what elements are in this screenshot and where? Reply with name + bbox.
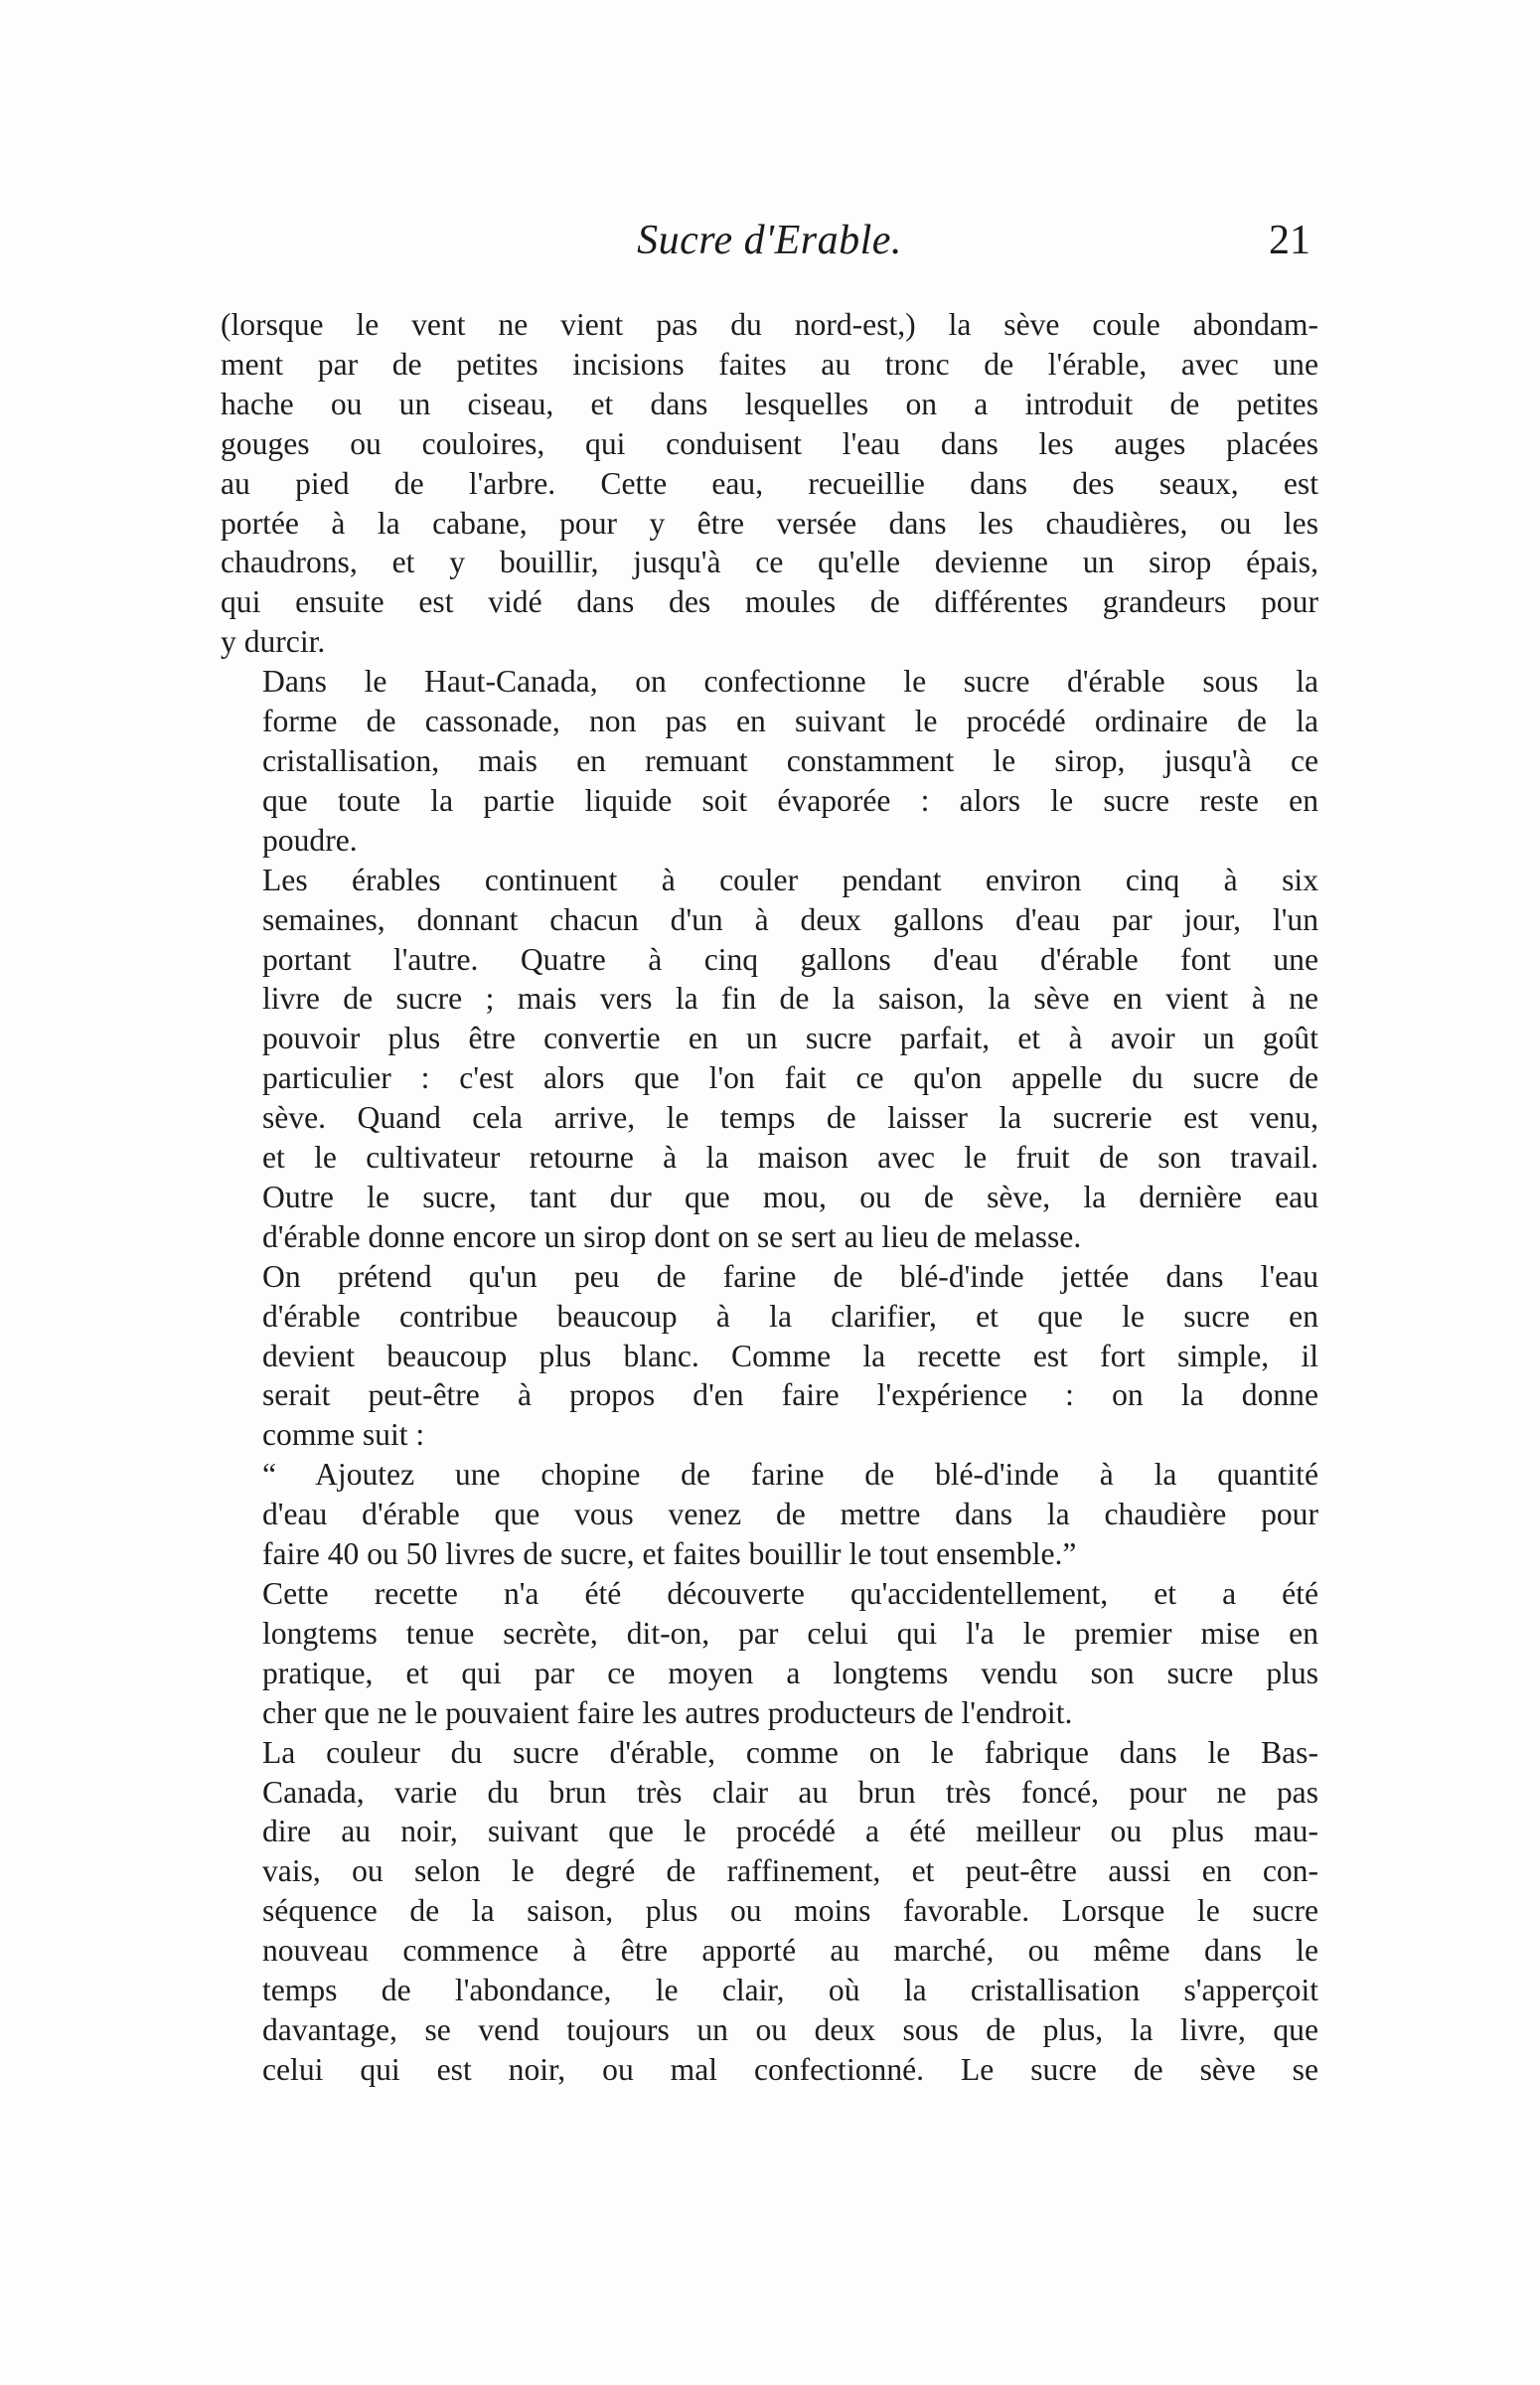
text-line: Dans le Haut-Canada, on confectionne le sucre d'érable sous la — [262, 664, 1318, 700]
text-line: (lorsque le vent ne vient pas du nord-est,) la sève coule abondam- — [221, 307, 1318, 342]
text-line: celui qui est noir, ou mal confectionné. Le sucre de sève se — [262, 2051, 1318, 2087]
paragraph-2 — [221, 662, 1318, 861]
text-line: semaines, donnant chacun d'un à deux gallons d'eau par jour, l'un — [262, 901, 1318, 937]
paragraph-4 — [221, 1257, 1318, 1456]
text-line: chaudrons, et y bouillir, jusqu'à ce qu'elle devienne un sirop épais, — [221, 545, 1318, 580]
text-line: forme de cassonade, non pas en suivant le procédé ordinaire de la — [262, 704, 1318, 739]
text-line: portée à la cabane, pour y être versée dans les chaudières, ou les — [221, 505, 1318, 541]
text-line: Cette recette n'a été découverte qu'accidentellement, et a été — [262, 1576, 1318, 1611]
paragraph-7 — [221, 1733, 1318, 2090]
text-line: gouges ou couloires, qui conduisent l'eau dans les auges placées — [221, 425, 1318, 461]
text-line: poudre. — [262, 822, 358, 858]
running-head — [221, 217, 1318, 276]
body-text — [221, 305, 1318, 2090]
running-title: Sucre d'Erable. — [637, 218, 902, 263]
text-line: temps de l'abondance, le clair, où la cristallisation s'apperçoit — [262, 1973, 1318, 2008]
text-line: y durcir. — [221, 624, 326, 660]
page-number: 21 — [1269, 218, 1310, 263]
text-line: longtems tenue secrète, dit-on, par celui qui l'a le premier mise en — [262, 1615, 1318, 1651]
text-line: et le cultivateur retourne à la maison avec le fruit de son travail. — [262, 1140, 1318, 1176]
text-line: dire au noir, suivant que le procédé a été meilleur ou plus mau- — [262, 1814, 1318, 1849]
text-line: vais, ou selon le degré de raffinement, et peut-être aussi en con- — [262, 1853, 1318, 1889]
text-line: faire 40 ou 50 livres de sucre, et faites bouillir le tout ensemble.” — [262, 1536, 1077, 1572]
text-line: hache ou un ciseau, et dans lesquelles on a introduit de petites — [221, 386, 1318, 421]
text-line: d'érable contribue beaucoup à la clarifier, et que le sucre en — [262, 1298, 1318, 1334]
text-line: devient beaucoup plus blanc. Comme la recette est fort simple, il — [262, 1338, 1318, 1373]
paragraph-6 — [221, 1574, 1318, 1733]
text-line: d'érable donne encore un sirop dont on se sert au lieu de melasse. — [262, 1218, 1082, 1254]
paragraph-1 — [221, 305, 1318, 662]
text-line: pratique, et qui par ce moyen a longtems vendu son sucre plus — [262, 1655, 1318, 1690]
paragraph-5-quotation — [221, 1455, 1318, 1574]
text-line: portant l'autre. Quatre à cinq gallons d'eau d'érable font une — [262, 941, 1318, 977]
text-line: sève. Quand cela arrive, le temps de laisser la sucrerie est venu, — [262, 1100, 1318, 1136]
text-line: cristallisation, mais en remuant constamment le sirop, jusqu'à ce — [262, 742, 1318, 778]
text-line: ment par de petites incisions faites au tronc de l'érable, avec une — [221, 346, 1318, 382]
text-line: cher que ne le pouvaient faire les autres producteurs de l'endroit. — [262, 1694, 1073, 1730]
text-line: au pied de l'arbre. Cette eau, recueillie dans des seaux, est — [221, 465, 1318, 501]
text-line: La couleur du sucre d'érable, comme on le fabrique dans le Bas- — [262, 1734, 1318, 1770]
text-line: nouveau commence à être apporté au marché, ou même dans le — [262, 1933, 1318, 1969]
text-line: que toute la partie liquide soit évaporée : alors le sucre reste en — [262, 782, 1318, 818]
text-line: “ Ajoutez une chopine de farine de blé-d'inde à la quantité — [262, 1457, 1318, 1493]
text-line: pouvoir plus être convertie en un sucre parfait, et à avoir un goût — [262, 1021, 1318, 1056]
text-line: Les érables continuent à couler pendant environ cinq à six — [262, 862, 1318, 897]
text-line: d'eau d'érable que vous venez de mettre dans la chaudière pour — [262, 1497, 1318, 1532]
text-line: Canada, varie du brun très clair au brun très foncé, pour ne pas — [262, 1774, 1318, 1810]
text-line: séquence de la saison, plus ou moins favorable. Lorsque le sucre — [262, 1893, 1318, 1929]
text-line: comme suit : — [262, 1417, 425, 1453]
text-line: Outre le sucre, tant dur que mou, ou de sève, la dernière eau — [262, 1179, 1318, 1214]
text-line: serait peut-être à propos d'en faire l'expérience : on la donne — [262, 1377, 1318, 1413]
text-line: davantage, se vend toujours un ou deux sous de plus, la livre, que — [262, 2011, 1318, 2047]
text-line: qui ensuite est vidé dans des moules de différentes grandeurs pour — [221, 584, 1318, 620]
paragraph-3 — [221, 861, 1318, 1257]
text-line: On prétend qu'un peu de farine de blé-d'inde jettée dans l'eau — [262, 1258, 1318, 1294]
text-line: particulier : c'est alors que l'on fait ce qu'on appelle du sucre de — [262, 1060, 1318, 1096]
text-line: livre de sucre ; mais vers la fin de la saison, la sève en vient à ne — [262, 981, 1318, 1017]
